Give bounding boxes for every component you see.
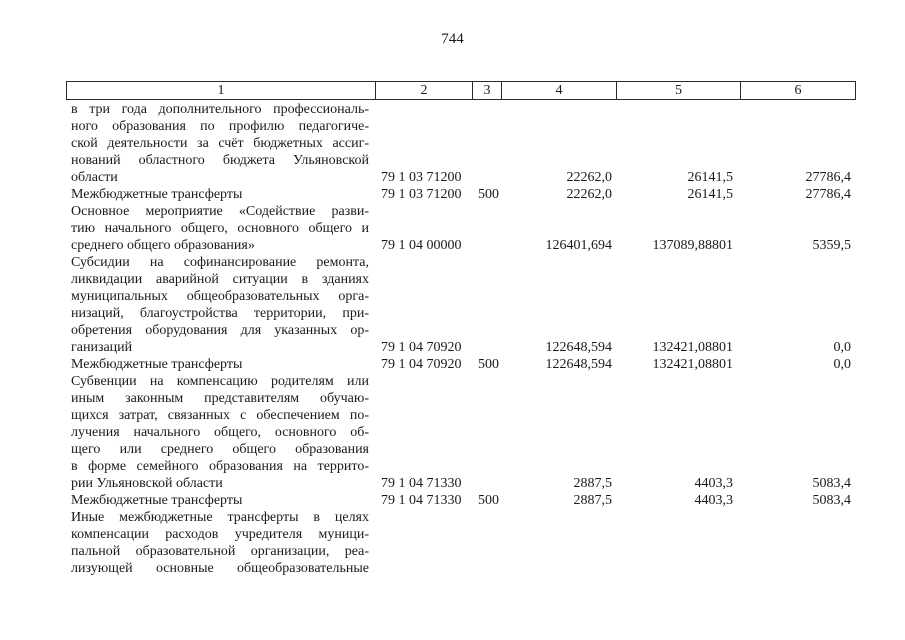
table-row [0, 203, 905, 254]
row-description-line: ного образования по профилю педагогиче- [71, 119, 369, 134]
row-description-line: рии Ульяновской области [71, 476, 223, 491]
header-col-4: 4 [501, 82, 616, 99]
row-code: 79 1 04 71330 [381, 476, 462, 491]
row-description-line: щихся затрат, связанных с обеспечением по- [71, 408, 369, 423]
header-col-1: 1 [217, 83, 225, 98]
row-description [71, 203, 369, 254]
row-description-line: обретения оборудования для указанных ор- [71, 323, 369, 338]
table-row [0, 254, 905, 356]
row-description-line: пальной образовательной организации, реа- [71, 544, 369, 559]
row-expense-type: 500 [478, 187, 499, 202]
row-description [71, 373, 369, 492]
row-description-line: в форме семейного образования на террито- [71, 459, 369, 474]
row-description-line: ликвидации аварийной ситуации в зданиях [71, 272, 369, 287]
row-description-line: иным законным представителям обучаю- [71, 391, 369, 406]
row-description-line: ганизаций [71, 340, 133, 355]
row-value-col6: 5083,4 [812, 476, 851, 491]
row-description-line: в три года дополнительного профессиональ- [71, 102, 369, 117]
row-description [71, 101, 369, 186]
row-value-col4: 126401,694 [545, 238, 612, 253]
row-value-col5: 132421,08801 [652, 357, 733, 372]
table-row [0, 186, 905, 203]
row-expense-type: 500 [478, 493, 499, 508]
row-value-col4: 122648,594 [545, 340, 612, 355]
row-description-line: области [71, 170, 118, 185]
row-value-col6: 0,0 [833, 340, 851, 355]
row-description-line: нований областного бюджета Ульяновской [71, 153, 369, 168]
table-body [0, 101, 905, 577]
row-description-line: низаций, благоустройства территории, при- [71, 306, 369, 321]
row-value-col4: 2887,5 [573, 476, 612, 491]
table-row [0, 492, 905, 509]
row-value-col5: 26141,5 [687, 187, 733, 202]
row-value-col5: 26141,5 [687, 170, 733, 185]
row-description-line: Иные межбюджетные трансферты в целях [71, 510, 369, 525]
row-description-line: Межбюджетные трансферты [71, 357, 243, 372]
row-code: 79 1 04 70920 [381, 357, 462, 372]
row-description-line: Межбюджетные трансферты [71, 493, 243, 508]
row-description-line: компенсации расходов учредителя муници- [71, 527, 369, 542]
row-value-col6: 5359,5 [812, 238, 851, 253]
row-description-line: тию начального общего, основного общего и [71, 221, 369, 236]
row-description-line: Межбюджетные трансферты [71, 187, 243, 202]
row-value-col4: 22262,0 [566, 187, 612, 202]
table-row [0, 101, 905, 186]
row-description [71, 356, 369, 373]
row-value-col4: 2887,5 [573, 493, 612, 508]
row-description [71, 254, 369, 356]
row-description-line: лизующей основные общеобразовательные [71, 561, 369, 576]
row-value-col6: 0,0 [833, 357, 851, 372]
table-row [0, 373, 905, 492]
row-code: 79 1 04 70920 [381, 340, 462, 355]
row-description-line: Субвенции на компенсацию родителям или [71, 374, 369, 389]
row-value-col4: 122648,594 [545, 357, 612, 372]
row-description [71, 492, 369, 509]
row-description-line: лучения начального общего, основного об- [71, 425, 369, 440]
table-header [66, 81, 856, 100]
header-col-5: 5 [616, 82, 740, 99]
header-col-2: 2 [375, 82, 472, 99]
row-value-col5: 4403,3 [694, 476, 733, 491]
header-col-3: 3 [472, 82, 501, 99]
table-row [0, 356, 905, 373]
page-number: 744 [441, 31, 464, 47]
row-value-col5: 137089,88801 [652, 238, 733, 253]
row-description [71, 186, 369, 203]
row-description-line: щего или среднего общего образования [71, 442, 369, 457]
row-code: 79 1 04 71330 [381, 493, 462, 508]
row-code: 79 1 03 71200 [381, 187, 462, 202]
row-value-col6: 5083,4 [812, 493, 851, 508]
row-value-col6: 27786,4 [805, 170, 851, 185]
row-value-col5: 132421,08801 [652, 340, 733, 355]
row-description-line: Основное мероприятие «Содействие разви- [71, 204, 369, 219]
row-description-line: ской деятельности за счёт бюджетных ассиг- [71, 136, 369, 151]
row-description [71, 509, 369, 577]
row-value-col6: 27786,4 [805, 187, 851, 202]
row-expense-type: 500 [478, 357, 499, 372]
row-description-line: Субсидии на софинансирование ремонта, [71, 255, 369, 270]
row-code: 79 1 03 71200 [381, 170, 462, 185]
row-description-line: среднего общего образования» [71, 238, 255, 253]
row-code: 79 1 04 00000 [381, 238, 462, 253]
row-value-col4: 22262,0 [566, 170, 612, 185]
table-row [0, 509, 905, 577]
header-col-6: 6 [740, 82, 855, 99]
row-description-line: муниципальных общеобразовательных орга- [71, 289, 369, 304]
row-value-col5: 4403,3 [694, 493, 733, 508]
